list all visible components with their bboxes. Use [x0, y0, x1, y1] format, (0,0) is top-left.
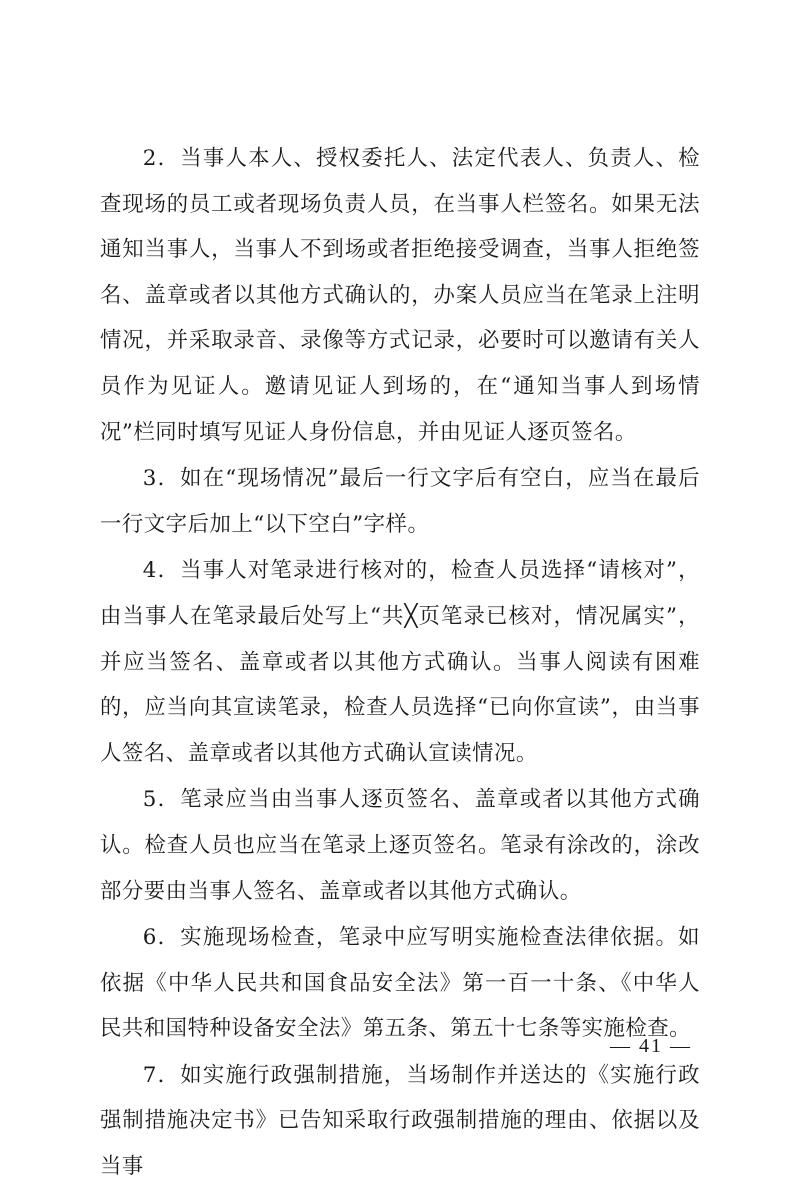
page-number: — 41 —	[610, 1035, 692, 1057]
paragraph-6: 6．实施现场检查，笔录中应写明实施检查法律依据。如依据《中华人民共和国食品安全法》第一百一十条、《中华人民共和国特种设备安全法》第五条、第五十七条等实施检查。	[100, 925, 700, 1042]
paragraph-2: 2．当事人本人、授权委托人、法定代表人、负责人、检查现场的员工或者现场负责人员，在当事人栏签名。如果无法通知当事人，当事人不到场或者拒绝接受调查，当事人拒绝签名、盖章或者以其他方式确认的，办案人员应当在笔录上注明情况，并采取录音、录像等方式记录，必要时可以邀请有关人员作为见证人。邀请见证人到场的，在“通知当事人到场情况”栏同时填写见证人身份信息，并由见证人逐页签名。	[100, 146, 700, 445]
paragraph-5: 5．笔录应当由当事人逐页签名、盖章或者以其他方式确认。检查人员也应当在笔录上逐页签名。笔录有涂改的，涂改部分要由当事人签名、盖章或者以其他方式确认。	[100, 787, 700, 904]
paragraph-3: 3．如在“现场情况”最后一行文字后有空白，应当在最后一行文字后加上“以下空白”字样。	[100, 466, 700, 537]
document-body	[100, 136, 700, 1191]
paragraph-7: 7．如实施行政强制措施，当场制作并送达的《实施行政强制措施决定书》已告知采取行政强制措施的理由、依据以及当事	[100, 1062, 700, 1180]
paragraph-4: 4．当事人对笔录进行核对的，检查人员选择“请核对”，由当事人在笔录最后处写上“共╳页笔录已核对，情况属实”，并应当签名、盖章或者以其他方式确认。当事人阅读有困难的，应当向其宣读笔录，检查人员选择“已向你宣读”，由当事人签名、盖章或者以其他方式确认宣读情况。	[100, 558, 700, 766]
